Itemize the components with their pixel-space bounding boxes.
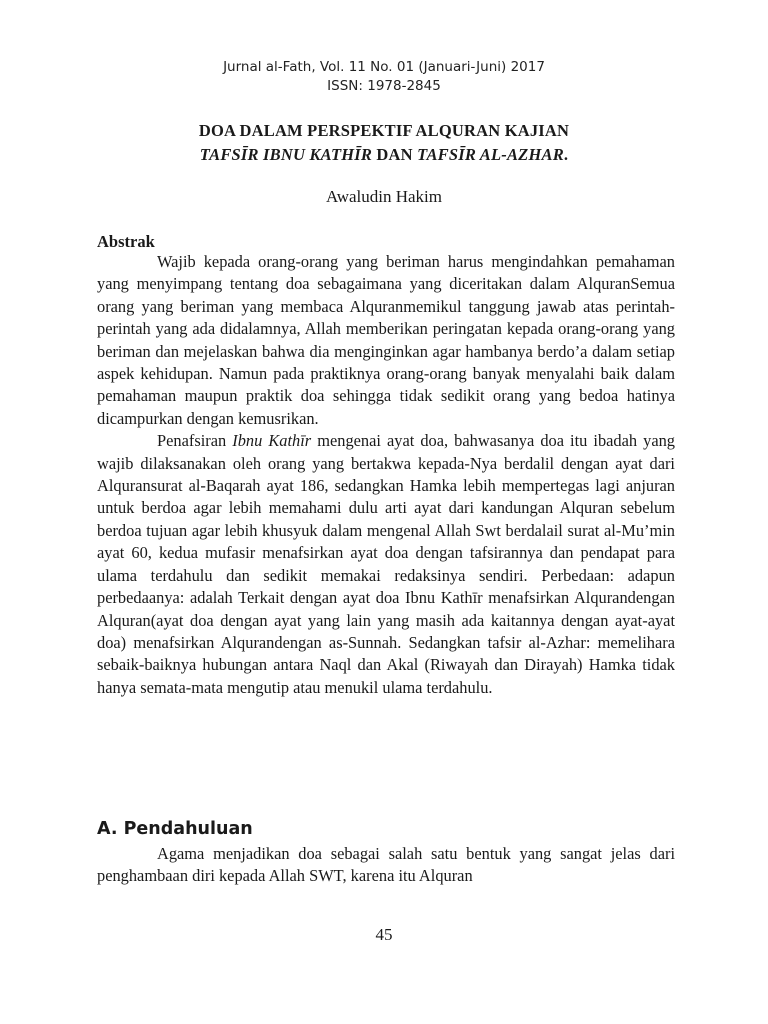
journal-issn: ISSN: 1978-2845 [327, 78, 441, 94]
author-name: Awaludin Hakim [325, 187, 442, 206]
section-heading-pendahuluan: A. Pendahuluan [97, 819, 253, 839]
title-period: . [563, 145, 569, 164]
article-title [0, 119, 768, 167]
title-italic-tafsir-al-azhar: TAFSĪR AL-AZHAR [417, 145, 564, 164]
abstract-heading: Abstrak [97, 232, 155, 251]
title-italic-tafsir-ibnu-kathir: TAFSĪR IBNU KATHĪR [199, 145, 373, 164]
abstract-italic-ibnu-kathir: Ibnu Kathīr [232, 431, 312, 451]
journal-header [0, 58, 768, 96]
abstract-body [97, 251, 675, 699]
article-title-line-2 [0, 143, 768, 167]
article-title-line-1: DOA DALAM PERSPEKTIF ALQURAN KAJIAN [198, 121, 570, 140]
journal-citation: Jurnal al-Fath, Vol. 11 No. 01 (Januari-Juni) 2017 [223, 59, 545, 75]
abstract-paragraph-2 [97, 430, 675, 699]
abstract-paragraph-2-start: Penafsiran [157, 431, 233, 451]
page-number: 45 [375, 925, 393, 944]
abstract-paragraph-2-rest: mengenai ayat doa, bahwasanya doa itu ibadah yang wajib dilaksanakan oleh orang yang bertakwa kepada-Nya berdalil dengan ayat dari Alquransurat al-Baqarah ayat 186, sedangkan Hamka lebih mempertegas lagi anjuran untuk berdoa agar lebih memahami dulu arti ayat dari kandungan Alquran sebelum berdoa tujuan agar lebih khusyuk dalam mengenal Allah Swt berdalail surat al-Mu’min ayat 60, kedua mufasir menafsirkan ayat doa dengan tafsirannya dan pendapat para ulama terdahulu dan sedikit memakai redaksinya sendiri. Perbedaan: adapun perbedaanya: adalah Terkait dengan ayat doa Ibnu Kathīr menafsirkan Alqurandengan Alquran(ayat doa dengan ayat yang lain yang masih ada kaitannya dengan ayat-ayat doa) menafsirkan Alqurandengan as-Sunnah. Sedangkan tafsir al-Azhar: memelihara sebaik-baiknya hubungan antara Naql dan Akal (Riwayah dan Dirayah) Hamka tidak hanya semata-mata mengutip atau menukil ulama terdahulu. [97, 431, 676, 697]
abstract-paragraph-1: Wajib kepada orang-orang yang beriman harus mengindahkan pemahaman yang menyimpang tentang doa sebagaimana yang diceritakan dalam AlquranSemua orang yang beriman yang membaca Alquranmemikul tanggung jawab atas perintah-perintah yang ada didalamnya, Allah memberikan peringatan kepada orang-orang yang beriman dan mejelaskan bahwa dia menginginkan agar hambanya berdo’a dalam setiap aspek kehidupan. Namun pada praktiknya orang-orang banyak menyalahi baik dalam pemahaman maupun praktik doa sehingga tidak sedikit orang yang bedoa hatinya dicampurkan dengan kemusrikan. [97, 252, 675, 428]
pendahuluan-paragraph: Agama menjadikan doa sebagai salah satu bentuk yang sangat jelas dari penghambaan diri kepada Allah SWT, karena itu Alquran [97, 844, 675, 886]
title-connector: DAN [372, 145, 418, 164]
